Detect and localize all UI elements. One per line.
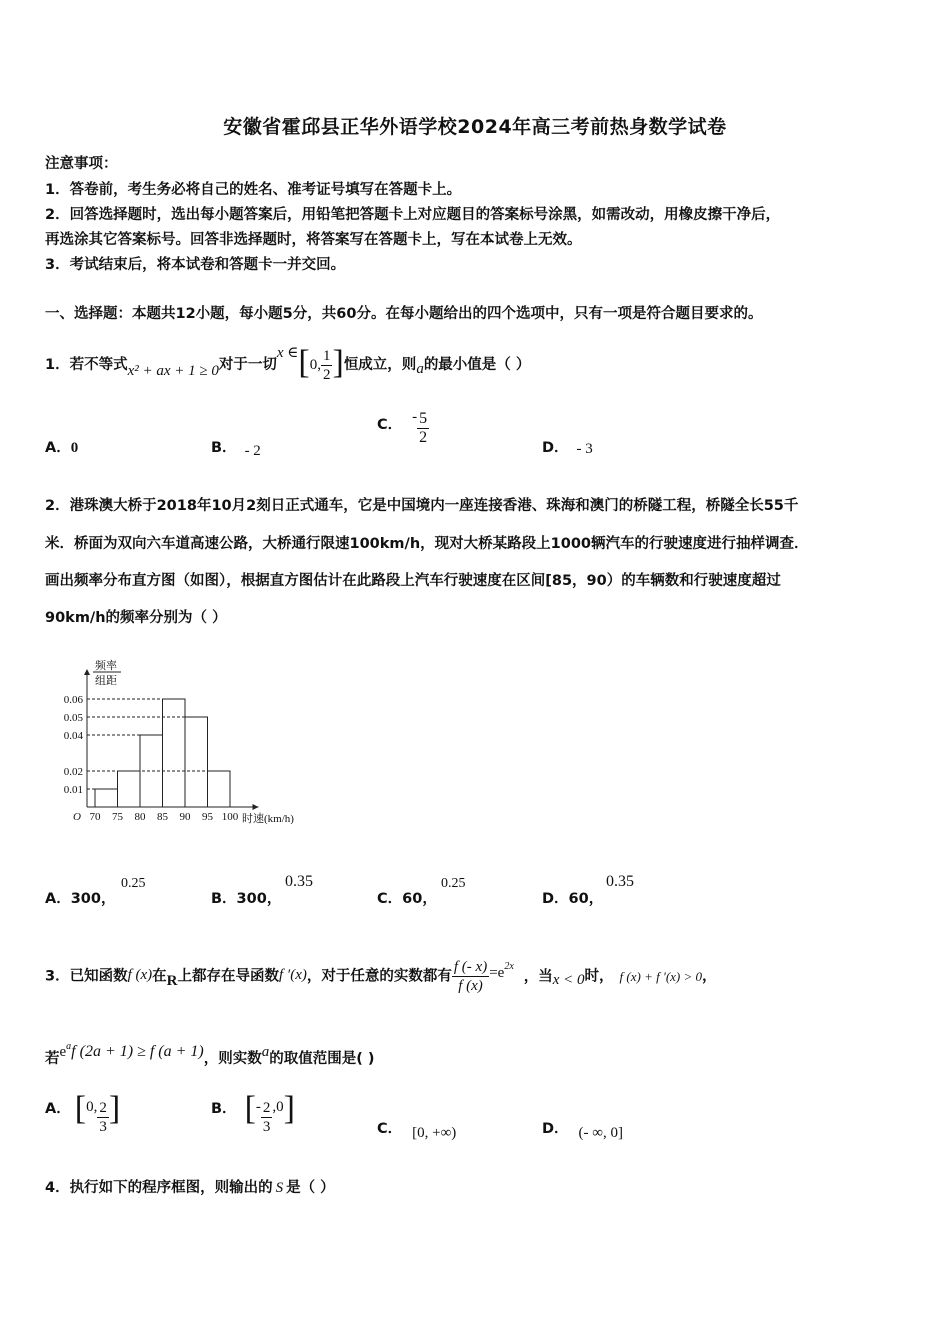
y-axis-label: 组距 xyxy=(95,675,117,687)
frequency-histogram xyxy=(45,655,315,835)
q1-interval-left: 0, xyxy=(309,357,321,373)
y-tick-label: 0.04 xyxy=(63,730,83,742)
x-tick-label: 95 xyxy=(202,811,213,823)
question-3: 3．已知函数f (x)在R上都存在导函数f ′(x)，对于任意的实数都有 $\frac{f (- x)}{f (x)}$ $=e^{2x}$，当x < 0时， f (x) + f ′(x) > 0， xyxy=(45,959,717,994)
q3-option-a[interactable]: A． [0, $\frac{2}{3}$ ] xyxy=(45,1090,121,1135)
q1-prefix: 1．若不等式 xyxy=(45,357,128,373)
histogram-bar xyxy=(163,699,186,807)
histogram-bar xyxy=(185,717,208,807)
q3-fprime: f ′(x) xyxy=(279,966,307,983)
q3-R: R xyxy=(166,972,178,989)
q1-option-a[interactable]: A．0 xyxy=(45,440,79,456)
q4-var: S xyxy=(275,1180,284,1196)
y-axis-arrow xyxy=(84,669,90,675)
y-tick-label: 0.01 xyxy=(63,784,83,796)
x-axis-label: 时速(km/h) xyxy=(242,813,294,825)
notice-item: 2．回答选择题时，选出每小题答案后，用铅笔把答题卡上对应题目的答案标号涂黑，如需改动，用橡皮擦干净后， xyxy=(45,207,781,223)
q3-prefix: 3．已知函数 xyxy=(45,968,128,985)
question-3-line2: 若$e^af$ (2a + 1) ≥ f (a + 1)，则实数a的取值范围是( ) xyxy=(45,1041,375,1067)
q1-fraction: $\frac{1}{2}$ xyxy=(322,347,331,383)
q1-mid: 对于一切 xyxy=(218,357,277,373)
q1-end: 的最小值是（ ） xyxy=(423,357,531,373)
y-axis-label: 频率 xyxy=(95,660,117,672)
q1-suffix: 恒成立，则 xyxy=(343,357,417,373)
q1-var: a xyxy=(416,361,424,377)
q2-option-b[interactable]: B．300， 0.35 xyxy=(211,873,313,907)
question-1: 1．若不等式x² + ax + 1 ≥ 0对于一切x ∈[0, $\frac{1}{2}$ ]恒成立，则a的最小值是（ ） xyxy=(45,344,531,383)
q2-text: 2．港珠澳大桥于2018年10月2刻日正式通车，它是中国境内一座连接香港、珠海和澳门的桥隧工程，桥隧全长55千 xyxy=(45,498,799,514)
page-title: 安徽省霍邱县正华外语学校2024年高三考前热身数学试卷 xyxy=(223,116,727,138)
q3-option-c[interactable]: C． [0, +∞) xyxy=(377,1121,457,1141)
q2-option-d[interactable]: D．60， 0.35 xyxy=(542,873,634,907)
notice-item: 再选涂其它答案标号。回答非选择题时，将答案写在答题卡上，写在本试卷上无效。 xyxy=(45,232,582,248)
histogram-bar xyxy=(95,789,118,807)
q1-option-b[interactable]: B． - 2 xyxy=(211,440,261,459)
q3-option-b[interactable]: B． [- $\frac{2}{3}$ ,0] xyxy=(211,1090,295,1135)
q3-fraction: $\frac{f (- x)}{f (x)}$ xyxy=(453,959,488,994)
x-tick-label: 90 xyxy=(179,811,191,823)
q2-option-c[interactable]: C．60， 0.25 xyxy=(377,876,466,907)
y-tick-label: 0.05 xyxy=(63,712,83,724)
q3-f: f (x) xyxy=(127,966,153,983)
notice-item: 3．考试结束后，将本试卷和答题卡一并交回。 xyxy=(45,257,346,273)
histogram-bar xyxy=(118,771,141,807)
q3-condition-expr: f (2a + 1) ≥ f (a + 1) xyxy=(71,1043,204,1060)
x-axis-arrow xyxy=(253,804,259,810)
q2-option-a[interactable]: A．300， 0.25 xyxy=(45,876,146,907)
origin-label: O xyxy=(73,811,81,823)
question-4: 4．执行如下的程序框图，则输出的 S 是（ ） xyxy=(45,1180,335,1196)
x-tick-label: 75 xyxy=(112,811,123,823)
x-tick-label: 100 xyxy=(221,811,239,823)
x-tick-label: 80 xyxy=(134,811,146,823)
q1-option-d[interactable]: D． - 3 xyxy=(542,440,593,457)
x-tick-label: 85 xyxy=(157,811,168,823)
q1-inequality: x² + ax + 1 ≥ 0 xyxy=(127,363,219,379)
y-tick-label: 0.06 xyxy=(63,694,83,706)
q3-option-d[interactable]: D． (- ∞, 0] xyxy=(542,1121,623,1141)
q1-option-c[interactable]: C． - $\frac{5}{2}$ xyxy=(377,408,428,446)
x-tick-label: 70 xyxy=(89,811,101,823)
q2-text: 画出频率分布直方图（如图），根据直方图估计在此路段上汽车行驶速度在区间[85，90）的车辆数和行驶速度超过 xyxy=(45,573,781,589)
section-heading: 一、选择题：本题共12小题，每小题5分，共60分。在每小题给出的四个选项中，只有一项是符合题目要求的。 xyxy=(45,306,763,322)
q2-text: 米．桥面为双向六车道高速公路，大桥通行限速100km/h，现对大桥某路段上1000辆汽车的行驶速度进行抽样调查． xyxy=(45,536,809,552)
q2-text: 90km/h的频率分别为（ ） xyxy=(45,610,227,626)
notice-heading: 注意事项： xyxy=(45,156,118,172)
y-tick-label: 0.02 xyxy=(63,766,83,778)
notice-item: 1．答卷前，考生务必将自己的姓名、准考证号填写在答题卡上。 xyxy=(45,182,462,198)
q1-domain-var: x ∈ xyxy=(276,345,299,361)
q3-inequality: f (x) + f ′(x) > 0 xyxy=(619,968,703,984)
histogram-bar xyxy=(208,771,231,807)
q3-condition: x < 0 xyxy=(552,971,585,988)
